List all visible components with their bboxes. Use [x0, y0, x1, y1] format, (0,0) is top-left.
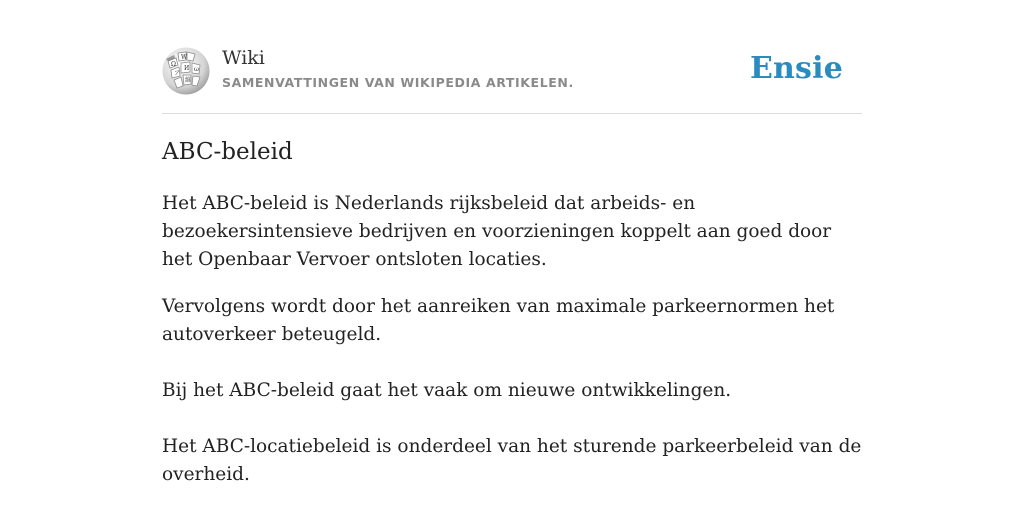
svg-text:W: W [181, 54, 188, 61]
svg-text:ω: ω [194, 66, 199, 73]
article-title: ABC-beleid [162, 139, 293, 165]
svg-text:Ω: Ω [171, 61, 176, 68]
article-content [162, 190, 862, 508]
site-title[interactable]: Wiki [222, 47, 265, 69]
article-paragraph: Het ABC-beleid is Nederlands rijksbeleid dat arbeids- en bezoekersintensieve bedrijven en voorzieningen koppelt aan goed door het Openbaar Vervoer ontsloten locaties. [162, 193, 832, 270]
site-subtitle: SAMENVATTINGEN VAN WIKIPEDIA ARTIKELEN. [222, 75, 574, 90]
article-paragraph: Vervolgens wordt door het aanreiken van maximale parkeernormen het autoverkeer beteugeld. [162, 296, 835, 345]
site-header [162, 0, 862, 114]
wikipedia-globe-icon[interactable] [162, 47, 210, 95]
svg-text:ア: ア [174, 70, 181, 77]
article-paragraph: Het ABC-locatiebeleid is onderdeel van het sturende parkeerbeleid van de overheid. [162, 436, 862, 485]
svg-text:И: И [184, 65, 190, 72]
page-container [162, 0, 862, 485]
svg-text:維: 維 [185, 77, 192, 84]
article-paragraph: Bij het ABC-beleid gaat het vaak om nieuwe ontwikkelingen. [162, 380, 732, 401]
ensie-brand-link[interactable]: Ensie [749, 51, 843, 86]
